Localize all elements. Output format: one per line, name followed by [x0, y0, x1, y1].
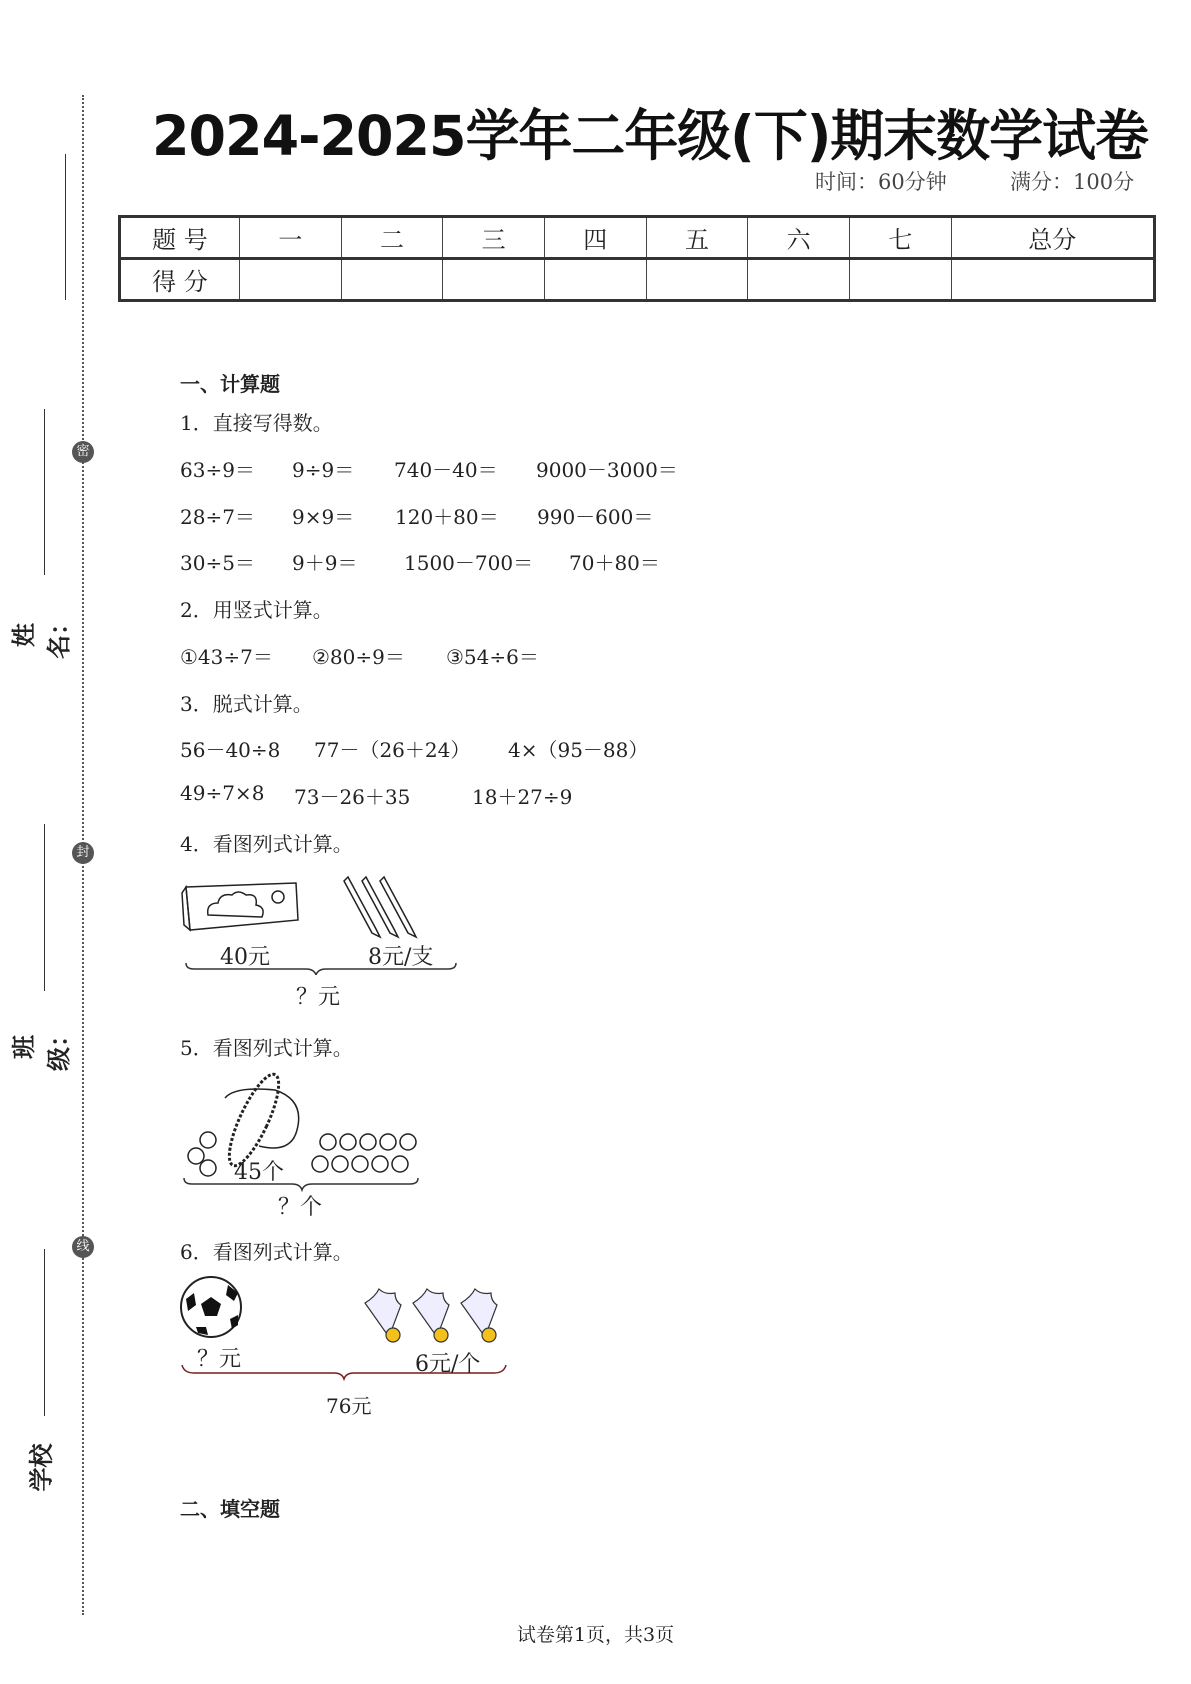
figure-label: 76元: [326, 1394, 372, 1418]
score-table-cell: 题 号: [120, 217, 240, 259]
seal-feng: 封: [72, 842, 94, 864]
margin-line: [65, 154, 66, 300]
expression: 18＋27÷9: [472, 785, 573, 809]
figure-label: 8元/支: [368, 945, 434, 970]
school-blank-line: [44, 1249, 45, 1416]
expression: 30÷5＝: [180, 551, 255, 575]
score-table-cell: 得 分: [120, 259, 240, 301]
score-cell: [240, 259, 342, 301]
pens-icon: [344, 877, 416, 937]
name-label: 姓名：: [10, 611, 73, 659]
score-table-cell: 一: [240, 217, 342, 259]
class-label: 班级：: [10, 1023, 73, 1071]
expression: 9＋9＝: [292, 551, 358, 575]
figure-label: ？个: [278, 1195, 323, 1220]
question-title: 3．脱式计算。: [180, 692, 313, 716]
soccer-ball-icon: [181, 1277, 241, 1337]
figure-label: 45个: [234, 1160, 284, 1185]
exam-full-score: 满分：100分: [1010, 170, 1135, 194]
score-cell: [443, 259, 545, 301]
expression: 9000－3000＝: [536, 458, 678, 482]
expression: 28÷7＝: [180, 505, 255, 529]
expression: 990－600＝: [537, 505, 654, 529]
expression: 49÷7×8: [180, 781, 265, 805]
score-table: [118, 215, 1156, 302]
expression: ③54÷6＝: [446, 645, 539, 669]
expression: 9×9＝: [292, 505, 355, 529]
score-table-header-row: [120, 217, 1155, 259]
score-cell: [646, 259, 748, 301]
pencil-case-icon: [182, 883, 298, 930]
page-footer: 试卷第1页，共3页: [516, 1624, 675, 1646]
brace: [184, 1178, 418, 1190]
score-table-cell: 七: [849, 217, 951, 259]
score-cell: [748, 259, 850, 301]
expression: 73－26＋35: [294, 785, 411, 809]
expression: 1500－700＝: [404, 551, 534, 575]
score-cell: [341, 259, 443, 301]
score-table-score-row: [120, 259, 1155, 301]
expression: 740－40＝: [394, 458, 498, 482]
figure-label: ？元: [296, 985, 341, 1010]
expression: 120＋80＝: [395, 505, 499, 529]
figure-label: 40元: [220, 945, 270, 970]
score-table-cell: 二: [341, 217, 443, 259]
expression: 9÷9＝: [292, 458, 355, 482]
question-title: 1．直接写得数。: [180, 411, 333, 435]
figure-label: ？元: [197, 1347, 242, 1372]
question-title: 5．看图列式计算。: [180, 1036, 353, 1060]
score-table-cell: 六: [748, 217, 850, 259]
expression: 70＋80＝: [569, 551, 660, 575]
figure-label: 6元/个: [415, 1352, 481, 1377]
expression: 63÷9＝: [180, 458, 255, 482]
apple-basket-figure: [180, 1068, 440, 1198]
expression: ②80÷9＝: [312, 645, 405, 669]
score-cell: [951, 259, 1154, 301]
score-table-cell: 三: [443, 217, 545, 259]
seal-mi: 密: [72, 441, 94, 463]
question-title: 2．用竖式计算。: [180, 598, 333, 622]
question-title: 4．看图列式计算。: [180, 832, 353, 856]
expression: 77－（26＋24）: [314, 738, 471, 762]
exam-title: 2024-2025学年二年级(下)期末数学试卷: [152, 104, 1148, 168]
expression: 4×（95－88）: [508, 738, 649, 762]
expression: 56－40÷8: [180, 738, 281, 762]
score-table-cell: 五: [646, 217, 748, 259]
seal-xian: 线: [72, 1236, 94, 1258]
class-blank-line: [44, 824, 45, 991]
exam-time: 时间：60分钟: [815, 170, 947, 194]
score-table-cell: 总分: [951, 217, 1154, 259]
section-heading: 一、计算题: [180, 372, 280, 396]
shuttlecocks-icon: [365, 1289, 497, 1342]
expression: ①43÷7＝: [180, 645, 273, 669]
name-blank-line: [44, 409, 45, 575]
school-label: 学校: [27, 1443, 56, 1492]
section-heading: 二、填空题: [180, 1497, 280, 1521]
score-cell: [544, 259, 646, 301]
score-table-cell: 四: [544, 217, 646, 259]
apples-icon: [188, 1132, 416, 1176]
question-title: 6．看图列式计算。: [180, 1240, 353, 1264]
score-cell: [849, 259, 951, 301]
